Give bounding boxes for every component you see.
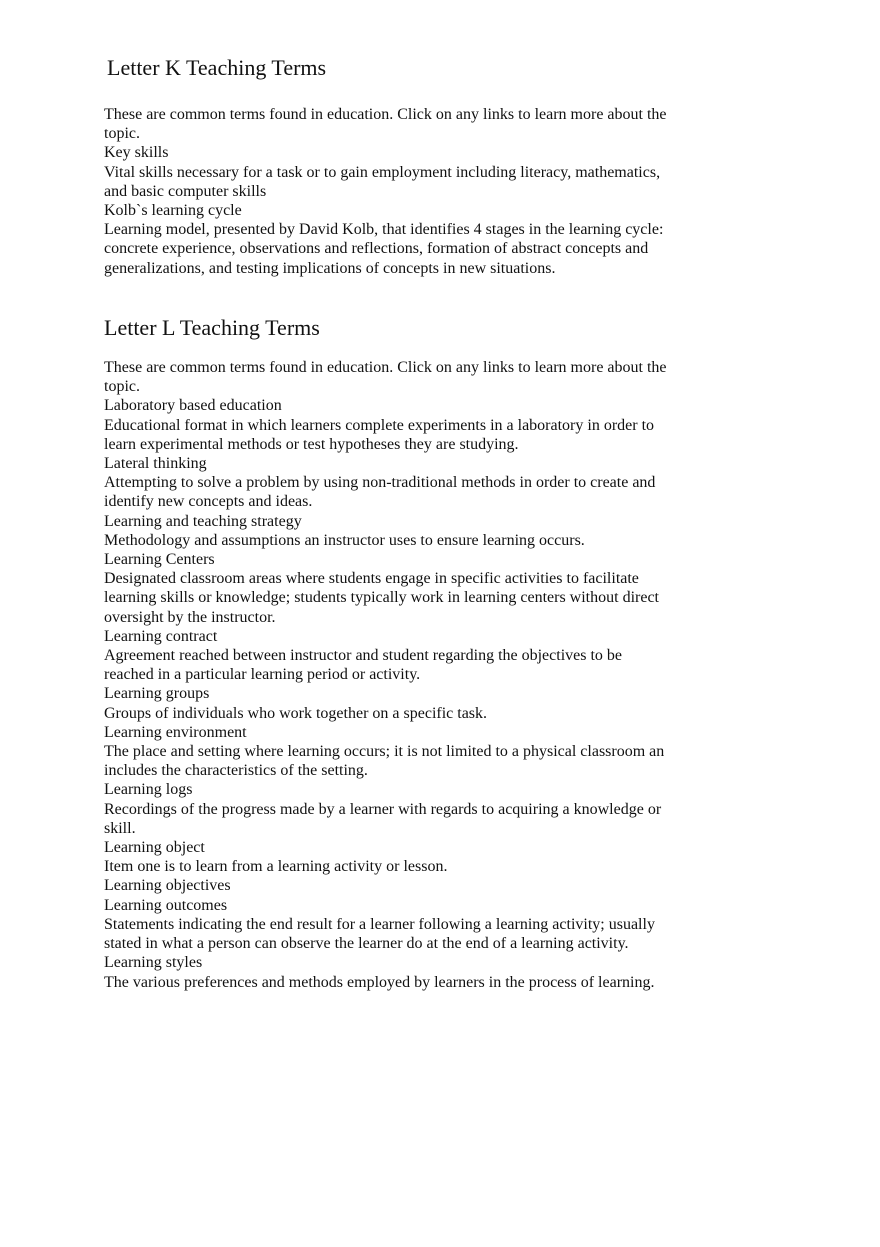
term-name: Laboratory based education [104, 397, 282, 415]
term-name: Lateral thinking [104, 455, 207, 473]
section-title-l: Letter L Teaching Terms [104, 315, 320, 340]
term-name: Learning styles [104, 954, 203, 972]
section-body-l [104, 358, 704, 992]
term-name: Kolb`s learning cycle [104, 202, 242, 220]
term-definition: The place and setting where learning occurs; it is not limited to a physical classroom an includes the characteristics of the setting. [104, 743, 665, 780]
section-intro: These are common terms found in education. Click on any links to learn more about the topic. [104, 106, 667, 143]
term-name: Key skills [104, 144, 169, 162]
term-definition: Educational format in which learners complete experiments in a laboratory in order to learn experimental methods or test hypotheses they are studying. [104, 416, 655, 453]
term-name: Learning contract [104, 627, 218, 645]
term-definition: Methodology and assumptions an instructor uses to ensure learning occurs. [104, 531, 585, 549]
term-definition: Attempting to solve a problem by using non-traditional methods in order to create and identify new concepts and ideas. [104, 474, 656, 511]
term-definition: The various preferences and methods employed by learners in the process of learning. [104, 973, 655, 991]
term-definition: Item one is to learn from a learning activity or lesson. [104, 858, 448, 876]
section-intro: These are common terms found in education. Click on any links to learn more about the topic. [104, 359, 667, 396]
term-name: Learning environment [104, 723, 247, 741]
term-name: Learning outcomes [104, 896, 228, 914]
term-definition: Groups of individuals who work together on a specific task. [104, 704, 488, 722]
term-name: Learning objectives [104, 877, 231, 895]
term-definition: Designated classroom areas where students engage in specific activities to facilitate learning skills or knowledge; students typically work in learning centers without direct oversight by the instructor. [104, 570, 659, 626]
term-name: Learning logs [104, 781, 193, 799]
term-name: Learning object [104, 839, 205, 857]
term-name: Learning Centers [104, 551, 215, 569]
term-name: Learning and teaching strategy [104, 512, 302, 530]
section-title-k: Letter K Teaching Terms [107, 55, 327, 80]
section-body-k [104, 105, 704, 278]
term-name: Learning groups [104, 685, 210, 703]
term-definition: Learning model, presented by David Kolb, that identifies 4 stages in the learning cycle: concrete experience, observations and reflections, formation of abstract concepts and generalizations, and testing implications of concepts in new situations. [104, 221, 664, 277]
term-definition: Vital skills necessary for a task or to gain employment including literacy, mathematics, and basic computer skills [104, 163, 661, 200]
term-definition: Recordings of the progress made by a learner with regards to acquiring a knowledge or skill. [104, 800, 662, 837]
term-definition: Agreement reached between instructor and student regarding the objectives to be reached in a particular learning period or activity. [104, 647, 623, 684]
term-definition: Statements indicating the end result for a learner following a learning activity; usually stated in what a person can observe the learner do at the end of a learning activity. [104, 915, 655, 953]
